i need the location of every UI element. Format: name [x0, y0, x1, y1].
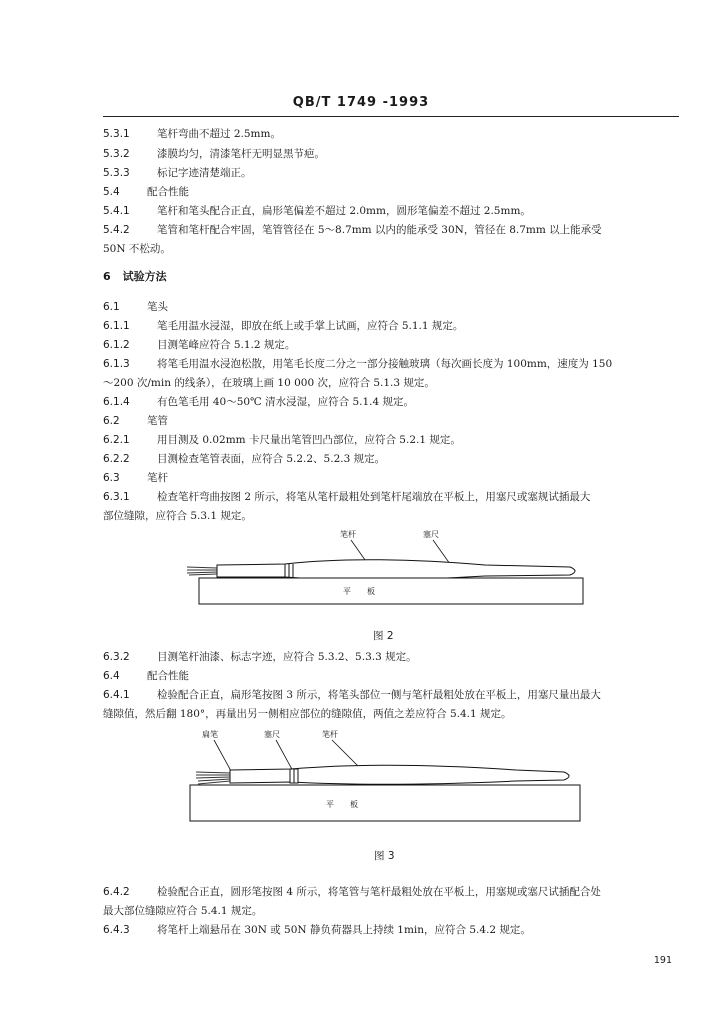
clause-5-4: [103, 185, 683, 199]
clause-number: 6.1.1: [103, 320, 130, 332]
clause-6-2-2: [103, 452, 683, 466]
clause-number: 5.3.1: [103, 128, 130, 140]
clause-6-4-1-continued: 缝隙值，然后翻 180°，再量出另一侧相应部位的缝隙值，两值之差应符合 5.4.1 规定。: [103, 708, 512, 720]
figure-2-label-plate: 平 板: [343, 587, 375, 596]
figure-3-leader-feeler: [276, 740, 294, 773]
clause-text: 目测笔峰应符合 5.1.2 规定。: [157, 339, 296, 351]
section-6-heading: [103, 270, 167, 284]
clause-number: 6.2: [103, 415, 120, 427]
clause-text: 笔杆: [147, 472, 168, 484]
clause-number: 6.3.2: [103, 651, 130, 663]
clause-text: 配合性能: [147, 186, 189, 198]
clause-text: 目测笔杆油漆、标志字迹，应符合 5.3.2、5.3.3 规定。: [157, 651, 417, 663]
clause-6-4: [103, 669, 683, 683]
clause-number: 5.4: [103, 186, 120, 198]
header-divider: [103, 116, 679, 117]
clause-text: 漆膜均匀，清漆笔杆无明显黑节疤。: [157, 148, 325, 160]
clause-5-3-3: [103, 166, 683, 180]
clause-6-4-2-continued: 最大部位缝隙应符合 5.4.1 规定。: [103, 905, 263, 917]
clause-5-4-2: [103, 223, 683, 237]
clause-6-1-1: [103, 319, 683, 333]
brush-head-icon: [187, 567, 217, 575]
clause-text: 笔管: [147, 415, 168, 427]
flat-brush-head-icon: [196, 772, 230, 784]
section-title: 试验方法: [122, 270, 167, 283]
clause-number: 6.4: [103, 670, 120, 682]
clause-number: 5.4.1: [103, 205, 130, 217]
clause-number: 6.4.2: [103, 886, 130, 898]
clause-6-2-1: [103, 433, 683, 447]
clause-6-3-2: [103, 650, 683, 664]
figure-3-label-feeler: 塞尺: [264, 730, 280, 739]
pen-rod-shape: [230, 765, 569, 784]
section-number: 6: [103, 270, 111, 283]
figure-3-label-rod: 笔杆: [322, 730, 338, 739]
clause-6-2: [103, 414, 683, 428]
clause-number: 6.4.3: [103, 924, 130, 936]
figure-3-diagram: [186, 725, 582, 825]
clause-6-1-3: [103, 357, 683, 371]
clause-5-4-1: [103, 204, 683, 218]
clause-6-1: [103, 300, 683, 314]
clause-6-4-3: [103, 923, 683, 937]
figure-3-leader-rod: [332, 740, 361, 769]
figure-2-label-feeler: 塞尺: [423, 530, 439, 539]
page-number: 191: [653, 955, 672, 966]
clause-5-3-1: [103, 127, 683, 141]
clause-text: 检验配合正直，圆形笔按图 4 所示，将笔管与笔杆最粗处放在平板上，用塞规或塞尺试插配合处: [157, 886, 601, 898]
figure-2-caption: 图 2: [373, 630, 394, 642]
figure-3-plate: [190, 785, 580, 821]
clause-5-4-2-continued: 50N 不松动。: [103, 243, 171, 255]
clause-text: 笔头: [147, 301, 168, 313]
clause-number: 5.3.3: [103, 167, 130, 179]
clause-number: 6.2.2: [103, 453, 130, 465]
clause-6-4-2: [103, 885, 683, 899]
clause-6-1-2: [103, 338, 683, 352]
clause-number: 5.3.2: [103, 148, 130, 160]
clause-text: 标记字迹清楚端正。: [157, 167, 252, 179]
clause-text: 检验配合正直，扁形笔按图 3 所示，将笔头部位一侧与笔杆最粗处放在平板上，用塞尺量出最大: [157, 689, 601, 701]
clause-text: 配合性能: [147, 670, 189, 682]
clause-5-3-2: [103, 147, 683, 161]
clause-number: 6.2.1: [103, 434, 130, 446]
clause-text: 将笔杆上端悬吊在 30N 或 50N 静负荷器具上持续 1min，应符合 5.4.2 规定。: [157, 924, 531, 936]
figure-3-label-plate: 平 板: [326, 800, 358, 809]
clause-number: 6.1: [103, 301, 120, 313]
page-header: QB/T 1749 -1993: [292, 95, 430, 110]
clause-6-3: [103, 471, 683, 485]
clause-text: 笔毛用温水浸湿，即放在纸上或手掌上试画，应符合 5.1.1 规定。: [157, 320, 464, 332]
figure-2-plate: [199, 578, 583, 604]
clause-text: 检查笔杆弯曲按图 2 所示，将笔从笔杆最粗处到笔杆尾端放在平板上，用塞尺或塞规试插最大: [157, 491, 591, 503]
figure-2-diagram: [185, 525, 585, 610]
clause-number: 6.1.4: [103, 396, 130, 408]
clause-6-1-4: [103, 395, 683, 409]
clause-6-4-1: [103, 688, 683, 702]
figure-2-label-rod: 笔杆: [340, 530, 356, 539]
clause-text: 有色笔毛用 40～50℃ 清水浸湿，应符合 5.1.4 规定。: [157, 396, 415, 408]
clause-text: 用目测及 0.02mm 卡尺量出笔管凹凸部位，应符合 5.2.1 规定。: [157, 434, 461, 446]
figure-3-leader-brush: [214, 740, 231, 771]
clause-text: 笔杆弯曲不超过 2.5mm。: [157, 128, 281, 140]
clause-6-1-3-continued: ～200 次/min 的线条），在玻璃上画 10 000 次，应符合 5.1.3 规定。: [103, 377, 435, 389]
figure-3-label-brush: 扁笔: [202, 730, 218, 739]
clause-6-3-1-continued: 部位缝隙，应符合 5.3.1 规定。: [103, 510, 252, 522]
clause-number: 6.4.1: [103, 689, 130, 701]
clause-number: 6.3.1: [103, 491, 130, 503]
clause-number: 6.1.2: [103, 339, 130, 351]
clause-text: 笔管和笔杆配合牢固，笔管管径在 5～8.7mm 以内的能承受 30N，管径在 8.7mm 以上能承受: [157, 224, 602, 236]
pen-rod-shape: [217, 560, 575, 580]
clause-text: 将笔毛用温水浸泡松散，用笔毛长度二分之一部分接触玻璃（每次画长度为 100mm，速度为 150: [157, 358, 613, 370]
clause-text: 笔杆和笔头配合正直，扁形笔偏差不超过 2.0mm，圆形笔偏差不超过 2.5mm。: [157, 205, 531, 217]
clause-text: 目测检查笔管表面，应符合 5.2.2、5.2.3 规定。: [157, 453, 386, 465]
clause-number: 6.3: [103, 472, 120, 484]
figure-3-caption: 图 3: [374, 850, 395, 862]
clause-number: 6.1.3: [103, 358, 130, 370]
clause-number: 5.4.2: [103, 224, 130, 236]
clause-6-3-1: [103, 490, 683, 504]
